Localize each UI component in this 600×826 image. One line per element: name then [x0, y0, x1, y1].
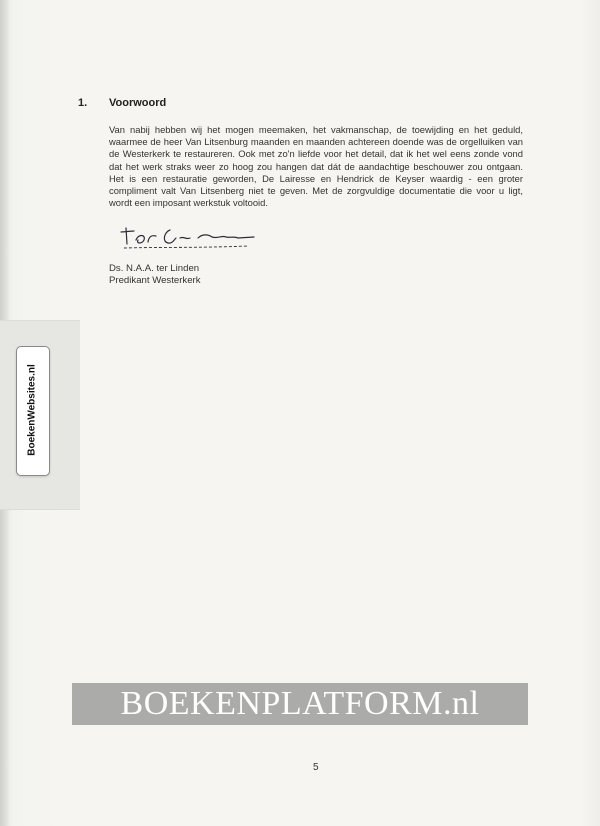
- sticker-text: BoekenWebsites.nl: [26, 364, 38, 456]
- author-name: Ds. N.A.A. ter Linden: [109, 263, 200, 274]
- watermark-text: BOEKENPLATFORM.nl: [120, 685, 480, 722]
- section-number: 1.: [78, 97, 88, 109]
- page-number: 5: [313, 762, 319, 773]
- section-title: Voorwoord: [109, 97, 167, 109]
- watermark-banner: [72, 683, 528, 725]
- handwritten-signature: [118, 218, 268, 254]
- foreword-paragraph: Van nabij hebben wij het mogen meemaken, het vakmanschap, de toewijding en het geduld, waarmee de heer Van Litsenburg maanden en maanden achtereen doende was de orgelluiken van de Westerkerk te restaureren. Ook met zo'n liefde voor het detail, dat ik het wel eens zonde vond dat het werk straks weer zo hoog zou hangen dat dát de aandachtige beschouwer zou ontgaan. Het is een restauratie geworden, De Lairesse en Hendrick de Keyser waardig - een groter compliment valt Van Litsenberg niet te geven. Met de zorgvuldige documentatie die voor u ligt, wordt een imposant werkstuk voltooid.: [109, 124, 523, 209]
- author-role: Predikant Westerkerk: [109, 275, 201, 286]
